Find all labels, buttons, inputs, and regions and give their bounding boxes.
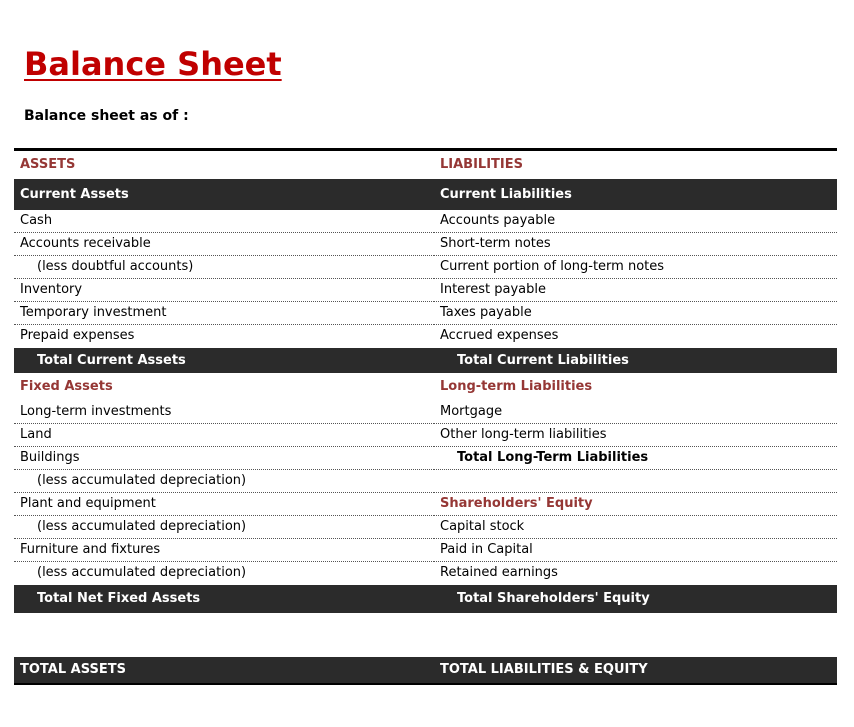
table-row <box>14 401 837 424</box>
table-row <box>14 325 837 348</box>
liabilities-heading: LIABILITIES <box>440 157 523 172</box>
table-row <box>14 279 837 302</box>
liability-label: Current portion of long-term notes <box>434 256 837 279</box>
table-row <box>14 562 837 585</box>
current-liabilities-heading: Current Liabilities <box>440 187 572 202</box>
liability-label <box>434 470 837 493</box>
liability-label: Interest payable <box>434 279 837 302</box>
liability-label: Retained earnings <box>440 565 558 580</box>
total-current-liabilities-label: Total Current Liabilities <box>457 353 629 368</box>
page-title: Balance Sheet <box>24 45 282 83</box>
liability-label: Capital stock <box>434 516 837 539</box>
balance-date-label: Balance sheet as of : <box>24 108 189 124</box>
asset-label: (less doubtful accounts) <box>14 256 434 279</box>
table-row <box>14 233 837 256</box>
shareholders-equity-heading: Shareholders' Equity <box>434 493 837 516</box>
asset-label: Accounts receivable <box>14 233 434 256</box>
asset-label: Furniture and fixtures <box>14 539 434 562</box>
current-header-row <box>14 179 837 210</box>
long-term-liabilities-heading: Long-term Liabilities <box>440 379 593 394</box>
liability-label: Other long-term liabilities <box>434 424 837 447</box>
table-row <box>14 256 837 279</box>
liability-label: Accounts payable <box>434 210 837 233</box>
section-header-row <box>14 151 837 179</box>
table-row <box>14 447 837 470</box>
total-shareholders-equity-label: Total Shareholders' Equity <box>457 591 650 606</box>
liability-label: Short-term notes <box>434 233 837 256</box>
total-net-fixed-assets-label: Total Net Fixed Assets <box>37 591 201 606</box>
assets-heading: ASSETS <box>20 157 76 172</box>
table-row <box>14 210 837 233</box>
liability-label: Paid in Capital <box>434 539 837 562</box>
table-row <box>14 493 837 516</box>
asset-label: Temporary investment <box>14 302 434 325</box>
total-liabilities-equity-label: TOTAL LIABILITIES & EQUITY <box>440 662 648 677</box>
table-row <box>14 470 837 493</box>
total-current-assets-label: Total Current Assets <box>37 353 186 368</box>
spacer <box>14 613 837 657</box>
asset-label: Buildings <box>14 447 434 470</box>
asset-label: Prepaid expenses <box>20 328 135 343</box>
balance-sheet-table <box>14 148 837 685</box>
current-assets-heading: Current Assets <box>20 187 129 202</box>
asset-label: Plant and equipment <box>14 493 434 516</box>
liability-label: Taxes payable <box>434 302 837 325</box>
asset-label: Inventory <box>14 279 434 302</box>
total-long-term-liabilities-label: Total Long-Term Liabilities <box>434 447 837 470</box>
table-row <box>14 424 837 447</box>
fixed-assets-heading: Fixed Assets <box>20 379 113 394</box>
asset-label: (less accumulated depreciation) <box>14 470 434 493</box>
asset-label: Land <box>14 424 434 447</box>
fixed-header-row <box>14 373 837 401</box>
asset-label: (less accumulated depreciation) <box>14 516 434 539</box>
liability-label: Mortgage <box>434 401 837 424</box>
grand-total-row <box>14 657 837 685</box>
table-row <box>14 302 837 325</box>
asset-label: Cash <box>14 210 434 233</box>
table-row <box>14 539 837 562</box>
asset-label: (less accumulated depreciation) <box>37 565 247 580</box>
fixed-total-row <box>14 585 837 613</box>
current-total-row <box>14 348 837 373</box>
total-assets-label: TOTAL ASSETS <box>20 662 126 677</box>
table-row <box>14 516 837 539</box>
liability-label: Accrued expenses <box>440 328 559 343</box>
asset-label: Long-term investments <box>14 401 434 424</box>
